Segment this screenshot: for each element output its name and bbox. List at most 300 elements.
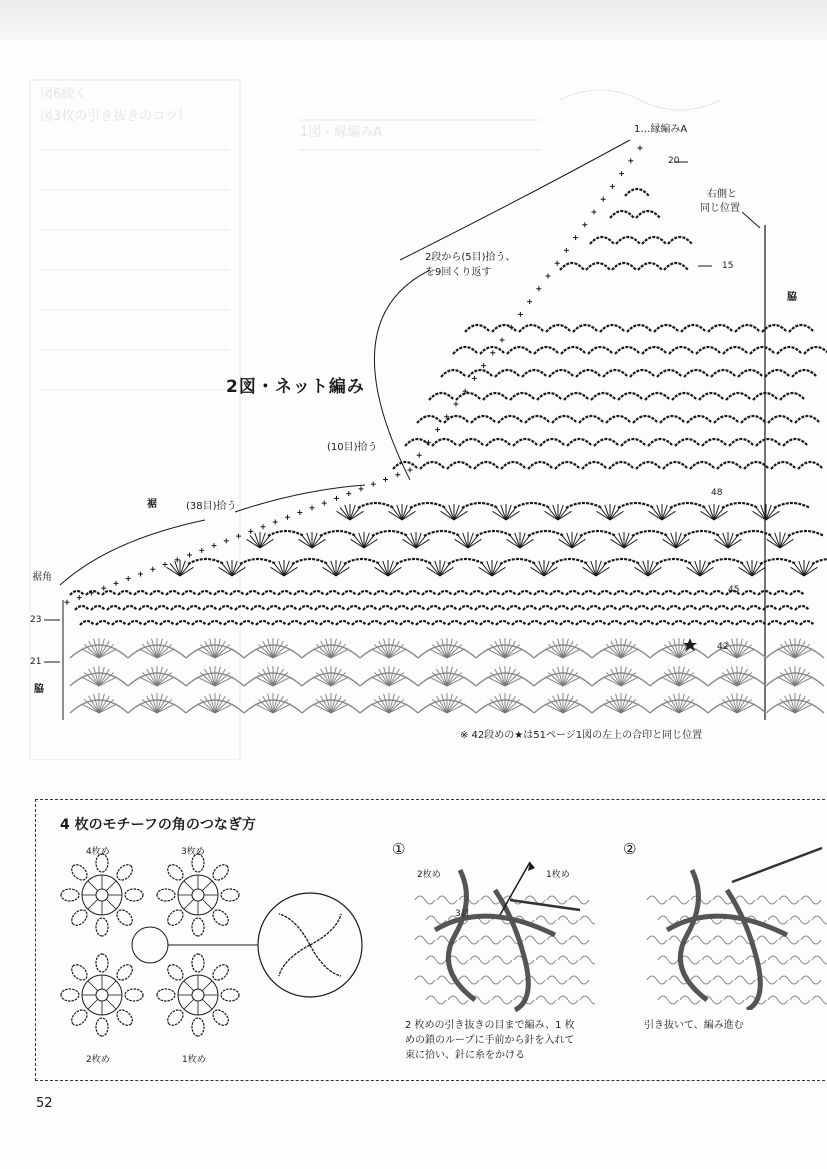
dense-row-loop	[651, 606, 665, 610]
edge-a-label: 1…縁編みA	[634, 124, 688, 135]
shell-chain	[774, 503, 810, 508]
dense-row-loop	[224, 621, 238, 625]
motif-4-petal	[96, 918, 108, 936]
motif-2-label: 2枚め	[86, 1055, 110, 1065]
motif-4-spoke	[88, 899, 98, 909]
step1-yarn-texture	[459, 896, 479, 904]
hem-edge-cross-mark	[371, 482, 376, 487]
dense-row-loop	[486, 591, 500, 595]
shell-fan	[378, 563, 388, 576]
tri-net-loop	[642, 237, 666, 244]
dense-row-loop	[230, 591, 244, 595]
step1-strand-2	[495, 890, 528, 1010]
net-loop	[432, 439, 457, 446]
motif-3-spoke	[202, 899, 212, 909]
hem-edge-cross-mark	[285, 515, 290, 520]
edge-cross-mark	[546, 274, 551, 279]
motif-4-petal	[69, 907, 90, 928]
shell-fan	[312, 535, 322, 548]
motif-1-spoke	[202, 999, 212, 1009]
motif-2-center	[96, 989, 108, 1001]
dense-row-loop	[150, 591, 164, 595]
step2-yarn-texture	[647, 976, 667, 984]
step1-yarn-texture	[426, 916, 446, 924]
illus-2nd-label: 2枚め	[417, 870, 441, 880]
dense-row-loop	[667, 606, 681, 610]
dense-row-loop	[656, 621, 670, 625]
direction-arrow	[500, 862, 530, 915]
net-loop	[714, 416, 739, 423]
step1-yarn-texture	[547, 976, 567, 984]
step1-yarn-texture	[448, 996, 468, 1004]
net-loop	[648, 439, 673, 446]
shell-fan	[718, 535, 728, 548]
tri-net-loop	[586, 263, 610, 270]
dense-row-loop	[336, 621, 350, 625]
step-2-illustration	[637, 840, 827, 1010]
net-loop	[492, 325, 517, 332]
net-loop	[546, 325, 571, 332]
dense-row-loop	[555, 606, 569, 610]
dense-row-loop	[214, 591, 228, 595]
net-loop	[789, 325, 814, 332]
dense-row-loop	[523, 606, 537, 610]
step2-yarn-texture	[669, 896, 689, 904]
dense-row-loop	[560, 621, 574, 625]
net-loop	[738, 370, 763, 377]
net-loop	[621, 439, 646, 446]
dense-row-loop	[80, 621, 94, 625]
net-loop	[798, 462, 823, 469]
dense-row-loop	[374, 591, 388, 595]
step-1-caption-line-1: 2 枚めの引き抜きの目まで編み、1 枚	[405, 1020, 575, 1031]
net-loop	[501, 462, 526, 469]
dense-row-loop	[704, 621, 718, 625]
shell-chain	[684, 531, 720, 536]
net-loop	[804, 347, 827, 354]
edge-cross-mark	[490, 350, 495, 355]
hem-edge-cross-mark	[65, 600, 70, 605]
net-loop	[573, 325, 598, 332]
shell-fan	[520, 535, 530, 548]
shell-fan	[714, 507, 724, 520]
step2-yarn-texture	[779, 896, 799, 904]
dense-row-loop	[454, 591, 468, 595]
dense-row-loop	[566, 591, 580, 595]
motif-4-petal	[61, 889, 79, 901]
step2-yarn-texture	[680, 996, 700, 1004]
step2-yarn-texture	[647, 936, 667, 944]
shell-chain	[292, 559, 328, 564]
dense-row-loop	[262, 591, 276, 595]
step2-yarn-texture	[768, 996, 788, 1004]
shell-chain	[514, 503, 550, 508]
dense-row-loop	[246, 591, 260, 595]
dense-row-loop	[768, 621, 782, 625]
chart-note: ※ 42段めの★は51ページ1図の左上の合印と同じ位置	[460, 730, 703, 741]
net-loop	[576, 370, 601, 377]
tri-net-loop	[668, 237, 692, 244]
motif-3-spoke	[184, 881, 194, 891]
edge-cross-mark	[582, 222, 587, 227]
dense-row-loop	[182, 591, 196, 595]
shell-chain	[566, 503, 602, 508]
step1-yarn-texture	[536, 956, 556, 964]
net-loop	[723, 347, 748, 354]
dense-row-loop	[384, 621, 398, 625]
shell-fan	[302, 535, 312, 548]
shell-fan	[250, 535, 260, 548]
edge-cross-mark	[472, 376, 477, 381]
tri-net-loop	[560, 263, 584, 270]
dense-row-loop	[624, 621, 638, 625]
shell-fan	[648, 563, 658, 576]
step1-yarn-texture	[459, 936, 479, 944]
motif-2-petal	[96, 1018, 108, 1036]
step1-yarn-texture	[536, 996, 556, 1004]
dense-row-loop	[422, 591, 436, 595]
dense-row-loop	[699, 606, 713, 610]
dense-row-loop	[646, 591, 660, 595]
dense-row-loop	[358, 591, 372, 595]
net-loop	[453, 347, 478, 354]
motif-1-petal	[210, 1007, 231, 1028]
net-loop	[645, 393, 670, 400]
dense-row-loop	[304, 621, 318, 625]
step1-yarn-texture	[503, 976, 523, 984]
shell-chain	[268, 531, 304, 536]
step2-yarn-texture	[790, 996, 810, 1004]
row-20-label: 20	[668, 156, 680, 166]
shell-chain	[448, 559, 484, 564]
hem-edge-cross-mark	[395, 472, 400, 477]
step2-yarn-texture	[702, 956, 722, 964]
step2-yarn-texture	[790, 916, 810, 924]
motif-2-petal	[96, 954, 108, 972]
net-loop	[792, 370, 817, 377]
dense-row-loop	[694, 591, 708, 595]
step1-yarn-texture	[426, 996, 446, 1004]
dense-row-loop	[294, 591, 308, 595]
step1-yarn-texture	[558, 916, 578, 924]
step1-yarn-texture	[481, 976, 501, 984]
shell-fan	[392, 507, 402, 520]
dense-row-loop	[459, 606, 473, 610]
net-loop	[735, 325, 760, 332]
shell-chain	[736, 531, 772, 536]
dense-row-loop	[406, 591, 420, 595]
hem-edge-cross-mark	[310, 505, 315, 510]
dense-row-loop	[512, 621, 526, 625]
net-loop	[771, 462, 796, 469]
shell-fan	[804, 563, 814, 576]
step-2-marker: ②	[623, 840, 637, 858]
net-loop	[660, 416, 685, 423]
step2-yarn-texture	[713, 976, 733, 984]
svg-text:図3枚の引き抜きのコツ!: 図3枚の引き抜きのコツ!	[40, 109, 184, 124]
dense-row-loop	[790, 591, 804, 595]
step1-yarn-texture	[459, 976, 479, 984]
net-loop	[588, 347, 613, 354]
net-loop	[780, 393, 805, 400]
dense-row-loop	[747, 606, 761, 610]
net-loop	[696, 347, 721, 354]
net-loop	[768, 416, 793, 423]
net-loop	[777, 347, 802, 354]
shell-fan	[416, 535, 426, 548]
dense-row-loop	[331, 606, 345, 610]
net-loop	[555, 462, 580, 469]
shell-fan	[180, 563, 190, 576]
row-arrows	[44, 620, 60, 662]
dense-row-loop	[118, 591, 132, 595]
shell-chain	[344, 559, 380, 564]
hem-edge-cross-mark	[383, 477, 388, 482]
step2-yarn-texture	[812, 956, 827, 964]
motif-3-petal	[210, 907, 231, 928]
magnified-chain	[310, 914, 341, 945]
dense-row-loop	[571, 606, 585, 610]
shell-fan	[652, 507, 662, 520]
step2-yarn-texture	[658, 956, 678, 964]
edge-cross-mark	[454, 402, 459, 407]
step2-yarn-texture	[691, 896, 711, 904]
net-loop	[456, 393, 481, 400]
shell-chain	[618, 503, 654, 508]
shell-chain	[188, 559, 224, 564]
net-loop	[417, 416, 442, 423]
dense-row-loop	[448, 621, 462, 625]
motif-2-petal	[114, 962, 135, 983]
motif-2-petal	[69, 1007, 90, 1028]
dense-row-loop	[411, 606, 425, 610]
shell-chain	[424, 531, 460, 536]
step1-strand-1	[448, 870, 475, 1000]
motif-2-petal	[61, 989, 79, 1001]
step2-yarn-texture	[735, 896, 755, 904]
dense-row-loop	[678, 591, 692, 595]
dense-row-loop	[256, 621, 270, 625]
shell-fan	[662, 507, 672, 520]
dense-row-loop	[736, 621, 750, 625]
net-loop	[672, 393, 697, 400]
shell-fan	[510, 535, 520, 548]
net-loop	[594, 439, 619, 446]
net-loop	[756, 439, 781, 446]
shell-fan	[284, 563, 294, 576]
hem-edge-cross-mark	[126, 576, 131, 581]
edge-a-leader	[400, 140, 630, 260]
dense-row-loop	[160, 621, 174, 625]
dense-row-loop	[544, 621, 558, 625]
step2-yarn-texture	[812, 916, 827, 924]
motif-1-spoke	[202, 981, 212, 991]
shell-fan	[562, 535, 572, 548]
edge-cross-mark	[555, 261, 560, 266]
net-loop	[615, 347, 640, 354]
dense-row-loop	[342, 591, 356, 595]
shell-fan	[728, 535, 738, 548]
dense-row-loop	[102, 591, 116, 595]
motif-1-petal	[157, 989, 175, 1001]
step-1-illustration	[405, 840, 595, 1020]
shell-chain	[552, 559, 588, 564]
hem-edge-cross-mark	[150, 567, 155, 572]
motif-2-spoke	[106, 999, 116, 1009]
dense-row-loop	[496, 621, 510, 625]
shell-fan	[326, 563, 336, 576]
dense-row-loop	[299, 606, 313, 610]
step1-yarn-texture	[536, 916, 556, 924]
shell-fan	[170, 563, 180, 576]
dense-row-loop	[475, 606, 489, 610]
net-loop	[561, 347, 586, 354]
step1-yarn-texture	[580, 996, 595, 1004]
net-loop	[420, 462, 445, 469]
shell-fan	[638, 563, 648, 576]
motif-4-spoke	[106, 881, 116, 891]
edge-cross-mark	[527, 299, 532, 304]
shell-chain	[580, 531, 616, 536]
step1-yarn-texture	[415, 896, 435, 904]
shell-fan	[610, 507, 620, 520]
edge-cross-mark	[435, 427, 440, 432]
net-loop	[765, 370, 790, 377]
net-loop	[699, 393, 724, 400]
net-loop	[393, 462, 418, 469]
shell-fan	[260, 535, 270, 548]
shell-chain	[372, 531, 408, 536]
pickup-38-label: (38目)拾う	[186, 501, 237, 512]
step2-yarn-texture	[713, 936, 733, 944]
shell-fan	[766, 507, 776, 520]
net-loop	[795, 416, 820, 423]
net-loop	[636, 462, 661, 469]
step1-yarn-texture	[415, 976, 435, 984]
dense-row-loop	[710, 591, 724, 595]
dense-row-loop	[731, 606, 745, 610]
net-loop	[717, 462, 742, 469]
dense-row-loop	[688, 621, 702, 625]
dense-row-loop	[576, 621, 590, 625]
motif-3-petal	[165, 907, 186, 928]
shell-chain	[320, 531, 356, 536]
shell-fan	[458, 535, 468, 548]
net-loop	[474, 462, 499, 469]
net-loop	[627, 325, 652, 332]
dense-row-loop	[198, 591, 212, 595]
dense-row-loop	[608, 621, 622, 625]
net-loop	[603, 370, 628, 377]
motif-1-petal	[165, 962, 186, 983]
dense-row-loop	[640, 621, 654, 625]
hem-edge-cross-mark	[408, 468, 413, 473]
step1-yarn-texture	[415, 936, 435, 944]
shell-chain	[358, 503, 394, 508]
hem-edge-cross-mark	[273, 519, 278, 524]
hem-edge-cross-mark	[77, 595, 82, 600]
shell-chain	[476, 531, 512, 536]
net-loop	[675, 439, 700, 446]
step2-yarn-texture	[691, 936, 711, 944]
edge-cross-mark	[573, 235, 578, 240]
motif-1-petal	[210, 962, 231, 983]
tri-net-loop	[638, 263, 662, 270]
motif-2-petal	[125, 989, 143, 1001]
tri-net-loop	[612, 263, 636, 270]
dense-row-loop	[219, 606, 233, 610]
diagram-title: 2図・ネット編み	[226, 377, 365, 397]
motif-4-center	[96, 889, 108, 901]
joining-title: 4 枚のモチーフの角のつなぎ方	[60, 817, 256, 833]
dense-row-loop	[800, 621, 814, 625]
dense-row-loop	[128, 621, 142, 625]
dense-row-loop	[267, 606, 281, 610]
shell-fan	[232, 563, 242, 576]
shell-fan	[700, 563, 710, 576]
shell-chain	[462, 503, 498, 508]
join-point-circle	[132, 927, 168, 963]
shell-fan	[350, 507, 360, 520]
hem-edge-cross-mark	[101, 586, 106, 591]
dense-row-loop	[171, 606, 185, 610]
net-loop	[657, 370, 682, 377]
dense-row-loop	[75, 606, 89, 610]
net-loop	[711, 370, 736, 377]
step2-yarn-texture	[724, 956, 744, 964]
shell-chain	[500, 559, 536, 564]
dense-row-loop	[363, 606, 377, 610]
motif-2-spoke	[88, 999, 98, 1009]
net-loop	[729, 439, 754, 446]
dense-row-loop	[784, 621, 798, 625]
shell-chain	[812, 559, 827, 564]
shell-fan	[704, 507, 714, 520]
dense-row-loop	[480, 621, 494, 625]
dense-row-loop	[123, 606, 137, 610]
net-loop	[549, 370, 574, 377]
shell-fan	[340, 507, 350, 520]
shell-fan	[752, 563, 762, 576]
motif-1-petal	[165, 1007, 186, 1028]
shell-fan	[690, 563, 700, 576]
side-label-right: 脇	[787, 292, 797, 303]
net-loop	[495, 370, 520, 377]
edge-cross-mark	[481, 363, 486, 368]
step1-yarn-texture	[558, 956, 578, 964]
shell-fan	[600, 507, 610, 520]
step2-yarn-texture	[735, 976, 755, 984]
net-loop	[690, 462, 715, 469]
dense-row-loop	[603, 606, 617, 610]
step-1-marker: ①	[392, 840, 406, 858]
net-loop	[534, 347, 559, 354]
row-21-label: 21	[30, 657, 42, 667]
net-loop	[633, 416, 658, 423]
step1-yarn-texture	[481, 936, 501, 944]
dense-row-loop	[518, 591, 532, 595]
step2-yarn-texture	[647, 896, 667, 904]
motif-3-center	[192, 889, 204, 901]
shell-fan	[354, 535, 364, 548]
dense-row-loop	[315, 606, 329, 610]
dense-row-loop	[352, 621, 366, 625]
dense-row-loop	[795, 606, 809, 610]
motif-2-spoke	[88, 981, 98, 991]
dense-row-loop	[368, 621, 382, 625]
illus-3rd-label: 3目	[455, 909, 470, 919]
dense-row-loop	[390, 591, 404, 595]
